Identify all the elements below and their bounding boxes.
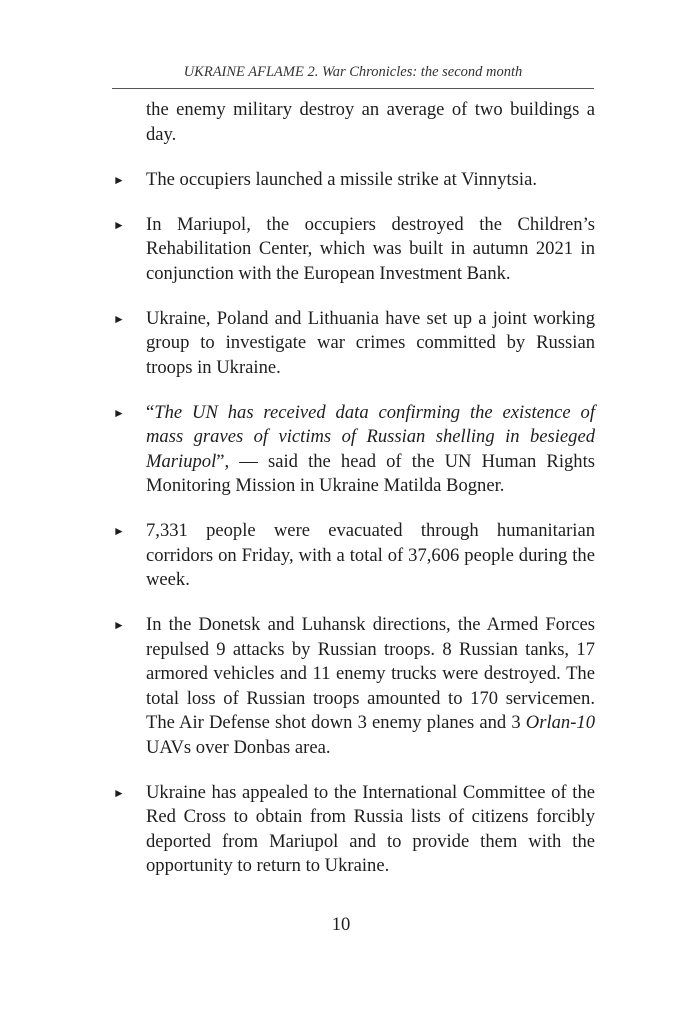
triangle-bullet-icon: ►	[113, 785, 125, 800]
uav-name: Orlan-10	[525, 712, 595, 733]
list-item-text	[146, 401, 595, 499]
text-part: In the Donetsk and Luhansk directions, the Armed Forces repulsed 9 attacks by Russian troops. 8 Russian tanks, 17 armored vehicles and 11 enemy trucks were destroyed. The total loss of Russian troops amounted to 170 servicemen. The Air Defense shot down 3 enemy planes and 3	[146, 614, 595, 733]
triangle-bullet-icon: ►	[113, 172, 125, 187]
header-rule	[112, 88, 594, 89]
page-number: 10	[331, 914, 351, 935]
list-item	[0, 519, 682, 593]
triangle-bullet-icon: ►	[113, 217, 125, 232]
list-item	[0, 168, 682, 193]
triangle-bullet-icon: ►	[113, 405, 125, 420]
list-item-text	[146, 613, 595, 760]
quotation: The UN has received data confirming the existence of mass graves of victims of Russian shelling in besieged Mariupol	[146, 401, 595, 472]
list-item	[0, 307, 682, 381]
close-quote: ”	[216, 450, 225, 472]
attribution: , — said the head of the UN Human Rights Monitoring Mission in Ukraine Matilda Bogner.	[146, 450, 595, 496]
triangle-bullet-icon: ►	[113, 311, 125, 326]
triangle-bullet-icon: ►	[113, 524, 125, 538]
list-item-text: The occupiers launched a missile strike at Vinnytsia.	[146, 168, 537, 190]
list-item-text: Ukraine, Poland and Lithuania have set up a joint working group to investigate war crimes committed by Russian troops in Ukraine.	[146, 307, 595, 378]
list-item	[0, 781, 682, 879]
list-item	[0, 213, 682, 287]
list-item-text: Ukraine has appealed to the International Committee of the Red Cross to obtain from Russia lists of citizens forcibly deported from Mariupol and to provide them with the opportunity to return to Ukraine.	[146, 781, 595, 876]
paragraph-text: the enemy military destroy an average of two buildings a day.	[146, 99, 595, 145]
list-item	[0, 401, 682, 499]
list-item-text: In Mariupol, the occupiers destroyed the Children’s Rehabilitation Center, which was built in autumn 2021 in conjunction with the European Investment Bank.	[146, 213, 595, 284]
continued-paragraph	[0, 98, 682, 147]
triangle-bullet-icon: ►	[113, 618, 125, 632]
open-quote: “	[146, 401, 155, 423]
list-item	[0, 613, 682, 760]
text-part: UAVs over Donbas area.	[146, 736, 331, 758]
running-head: UKRAINE AFLAME 2. War Chronicles: the second month	[183, 64, 523, 80]
page-body	[0, 98, 682, 879]
list-item-text: 7,331 people were evacuated through humanitarian corridors on Friday, with a total of 37,606 people during the week.	[146, 520, 595, 590]
